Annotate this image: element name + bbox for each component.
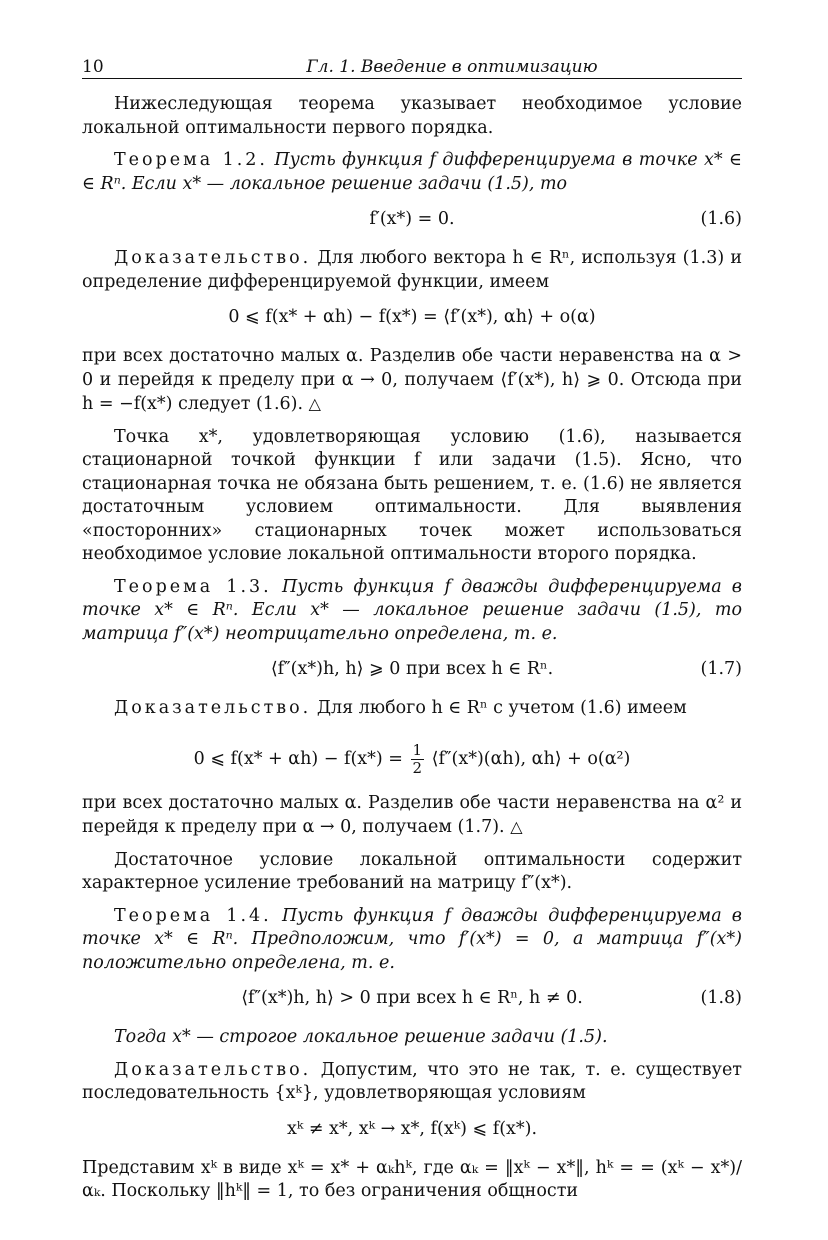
- theorem-1-3: [82, 576, 742, 647]
- equation-proof-1-2: [82, 303, 742, 333]
- proof-label: Доказательство.: [114, 698, 312, 718]
- equation-number: (1.7): [700, 659, 742, 679]
- proof-label: Доказательство.: [114, 248, 312, 268]
- equation-1-8: [82, 984, 742, 1014]
- running-title: Гл. 1. Введение в оптимизацию: [306, 57, 598, 77]
- running-header: [82, 52, 742, 79]
- equation-1-7: [82, 655, 742, 685]
- equation-body: ⟨f″(x*)h, h⟩ ⩾ 0 при всех h ∈ Rⁿ.: [270, 659, 554, 679]
- paragraph-stationary: Точка x*, удовлетворяющая условию (1.6), называется стационарной точкой функции f или задачи (1.5). Ясно, что стационарная точка не обязана быть решением, т. е. (1.6) не является достаточным условием оптимальности. Для выявления «посторонних» стационарных точек может использоваться необходимое условие локальной оптимальности второго порядка.: [82, 426, 742, 564]
- equation-body: [82, 742, 742, 777]
- equation-body: f′(x*) = 0.: [369, 209, 455, 229]
- theorem-1-4-conclusion: Тогда x* — строгое локальное решение задачи (1.5).: [114, 1027, 608, 1047]
- equation-body: 0 ⩽ f(x* + αh) − f(x*) = ⟨f′(x*), αh⟩ + o(α): [228, 307, 596, 327]
- equation-number: (1.8): [700, 988, 742, 1008]
- proof-1-4-continued: Представим xᵏ в виде xᵏ = x* + αₖhᵏ, где αₖ = ‖xᵏ − x*‖, hᵏ = = (xᵏ − x*)/αₖ. Поскольку ‖hᵏ‖ = 1, то без ограничения общности: [82, 1157, 742, 1201]
- fraction-one-half: [411, 742, 425, 777]
- proof-1-2-continued: [82, 345, 742, 417]
- fraction-denominator: 2: [412, 758, 423, 777]
- theorem-label: Теорема 1.4.: [114, 905, 272, 926]
- theorem-text: Пусть функция f дважды дифференцируема в точке x* ∈ Rⁿ. Предположим, что f′(x*) = 0, а матрица f″(x*) положительно определена, т. е.: [82, 905, 742, 973]
- book-page: [82, 52, 742, 1213]
- proof-text: при всех достаточно малых α. Разделив обе части неравенства на α > 0 и перейдя к пределу при α → 0, получаем ⟨f′(x*), h⟩ ⩾ 0. Отсюда при h = −f(x*) следует (1.6).: [82, 346, 742, 414]
- proof-1-4: [82, 1059, 742, 1106]
- theorem-label: Теорема 1.2.: [114, 150, 268, 170]
- theorem-1-4: [82, 905, 742, 976]
- equation-proof-1-4: [82, 1115, 742, 1145]
- fraction-numerator: 1: [412, 740, 423, 759]
- equation-1-6: [82, 205, 742, 235]
- proof-1-3-continued: [82, 792, 742, 840]
- theorem-label: Теорема 1.3.: [114, 576, 272, 597]
- proof-1-2: [82, 247, 742, 294]
- proof-text: при всех достаточно малых α. Разделив обе части неравенства на α² и перейдя к пределу при α → 0, получаем (1.7).: [82, 792, 742, 837]
- theorem-text: Пусть функция f дифференцируема в точке x* ∈ ∈ Rⁿ. Если x* — локальное решение задачи (1.5), то: [82, 150, 742, 194]
- paragraph-intro: Нижеследующая теорема указывает необходимое условие локальной оптимальности первого порядка.: [82, 94, 742, 138]
- theorem-text: Пусть функция f дважды дифференцируема в точке x* ∈ Rⁿ. Если x* — локальное решение задачи (1.5), то матрица f″(x*) неотрицательно определена, т. е.: [82, 576, 742, 644]
- equation-proof-1-3: [82, 730, 742, 780]
- proof-1-3: [82, 697, 742, 721]
- qed-symbol: △: [308, 394, 321, 413]
- proof-text: Для любого вектора h ∈ Rⁿ, используя (1.3) и определение дифференцируемой функции, имеем: [82, 248, 742, 292]
- equation-body: xᵏ ≠ x*, xᵏ → x*, f(xᵏ) ⩽ f(x*).: [286, 1118, 538, 1139]
- qed-symbol: △: [510, 817, 523, 836]
- theorem-1-2: [82, 149, 742, 196]
- proof-text: Для любого h ∈ Rⁿ с учетом (1.6) имеем: [316, 698, 687, 718]
- equation-body: ⟨f″(x*)h, h⟩ > 0 при всех h ∈ Rⁿ, h ≠ 0.: [241, 988, 583, 1008]
- page-number: 10: [82, 57, 104, 77]
- proof-label: Доказательство.: [114, 1059, 312, 1080]
- equation-number: (1.6): [700, 209, 742, 229]
- paragraph-sufficient: Достаточное условие локальной оптимальности содержит характерное усиление требований на матрицу f″(x*).: [82, 849, 742, 893]
- proof-text: Допустим, что это не так, т. е. существует последовательность {xᵏ}, удовлетворяющая условиям: [82, 1059, 742, 1103]
- equation-right: ⟨f″(x*)(αh), αh⟩ + o(α²): [431, 748, 631, 769]
- equation-left: 0 ⩽ f(x* + αh) − f(x*) =: [193, 748, 403, 769]
